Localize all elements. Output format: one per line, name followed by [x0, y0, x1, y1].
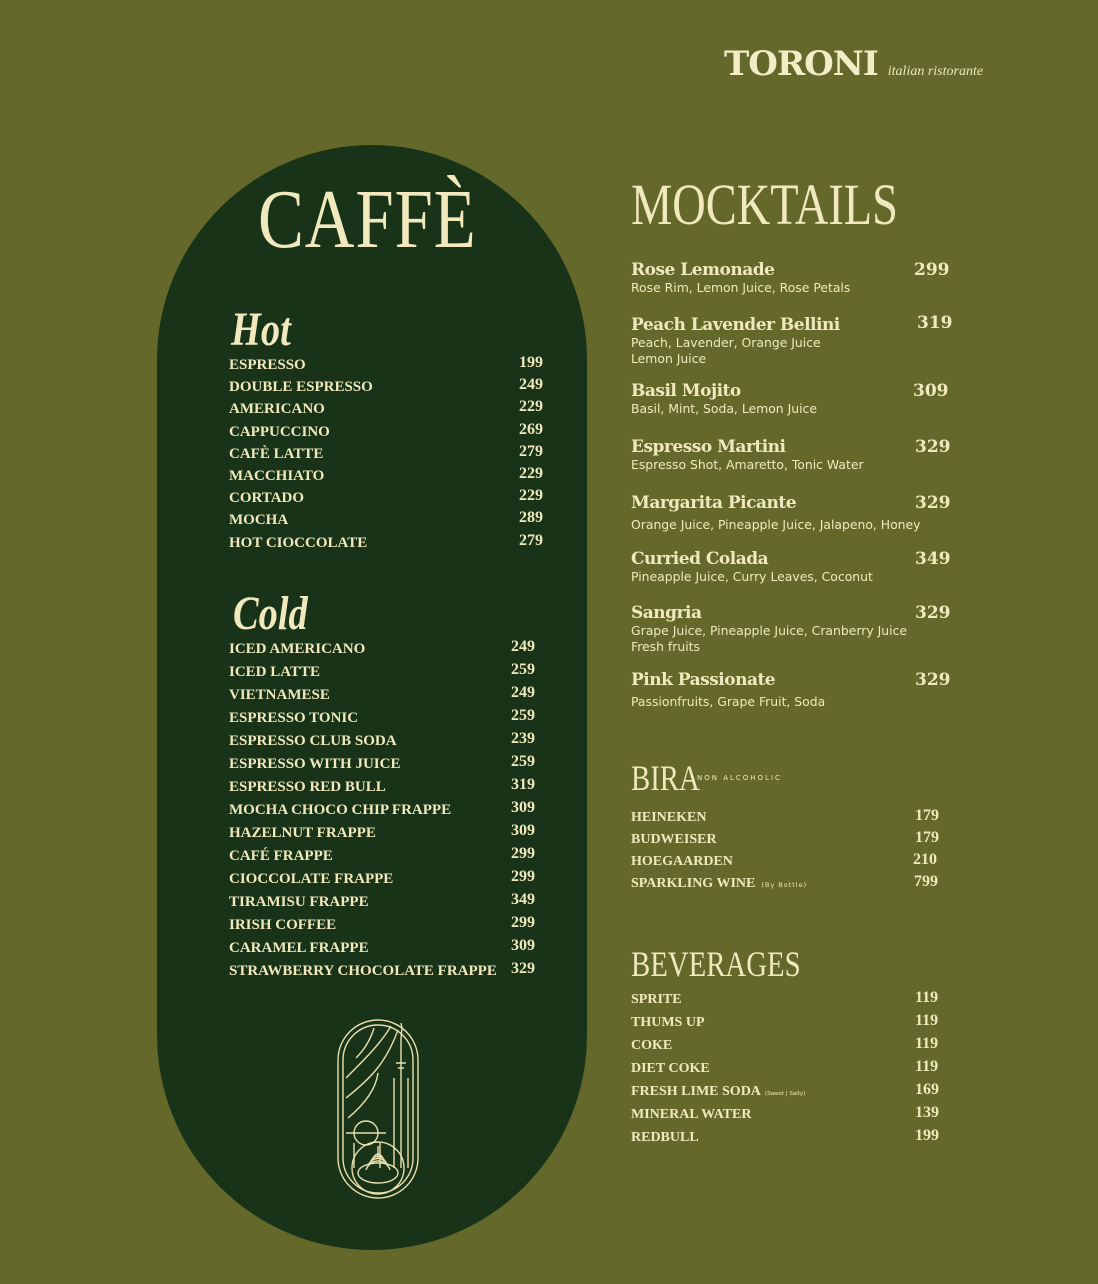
mocktails-title: MOCKTAILS [631, 172, 898, 237]
menu-item [229, 420, 559, 445]
mocktail-description: Pineapple Juice, Curry Leaves, Coconut [631, 569, 873, 584]
menu-item [631, 873, 951, 898]
mocktail-description: Basil, Mint, Soda, Lemon Juice [631, 401, 817, 416]
item-price: 309 [511, 822, 535, 839]
menu-item [631, 1127, 951, 1153]
item-name: MACCHIATO [229, 467, 325, 484]
menu-item [229, 511, 559, 533]
item-price: 179 [915, 807, 939, 824]
item-price: 319 [511, 776, 535, 793]
menu-item [229, 893, 559, 916]
item-name: VIETNAMESE [229, 687, 330, 703]
item-name: STRAWBERRY CHOCOLATE FRAPPE [229, 963, 497, 979]
item-price: 119 [915, 989, 939, 1006]
hot-section-title: Hot [231, 303, 291, 356]
menu-item [229, 640, 559, 663]
menu-item [229, 686, 559, 709]
mocktail-name: Curried Colada [631, 549, 769, 569]
brand [724, 44, 983, 84]
mocktail-name: Margarita Picante [631, 493, 797, 513]
item-price: 119 [915, 1012, 939, 1029]
item-name: ESPRESSO CLUB SODA [229, 733, 397, 749]
item-name: CARAMEL FRAPPE [229, 940, 369, 956]
item-name: ESPRESSO TONIC [229, 710, 359, 726]
item-name: ESPRESSO RED BULL [229, 779, 386, 795]
item-price: 249 [511, 684, 535, 701]
mocktail-item [631, 549, 961, 585]
menu-item [229, 939, 559, 962]
item-name: HAZELNUT FRAPPE [229, 825, 376, 841]
beverages-title: BEVERAGES [631, 944, 801, 984]
mocktail-price: 349 [915, 549, 951, 569]
menu-item [229, 489, 559, 511]
item-name: COKE [631, 1038, 673, 1053]
item-name: CORTADO [229, 490, 305, 507]
item-price: 259 [511, 661, 535, 678]
item-price: 299 [511, 845, 535, 862]
menu-item [631, 989, 951, 1015]
item-price: 169 [915, 1081, 939, 1098]
item-price: 299 [511, 914, 535, 931]
item-name: ESPRESSO [229, 357, 306, 373]
mocktail-description: Espresso Shot, Amaretto, Tonic Water [631, 457, 864, 472]
item-name: FRESH LIME SODA [631, 1084, 761, 1099]
item-name: THUMS UP [631, 1015, 705, 1030]
menu-item [229, 962, 559, 985]
item-price: 229 [519, 487, 543, 505]
mocktail-item [631, 670, 961, 710]
menu-item [229, 916, 559, 939]
menu-item [229, 755, 559, 778]
item-name: SPRITE [631, 992, 682, 1007]
item-price: 279 [519, 531, 543, 549]
item-price: 119 [915, 1035, 939, 1052]
item-price: 139 [915, 1104, 939, 1121]
mocktail-name: Sangria [631, 603, 702, 623]
item-price: 309 [511, 937, 535, 954]
bira-note: NON ALCOHOLIC [697, 774, 782, 782]
mocktail-item [631, 603, 961, 655]
menu-item [631, 829, 951, 854]
item-name: REDBULL [631, 1130, 699, 1145]
mocktail-price: 329 [915, 437, 951, 457]
item-price: 179 [915, 829, 939, 846]
item-name: CIOCCOLATE FRAPPE [229, 871, 394, 887]
mocktail-item [631, 493, 961, 533]
item-price: 119 [915, 1058, 939, 1075]
item-name: ICED AMERICANO [229, 641, 366, 657]
menu-item [631, 1035, 951, 1061]
menu-item [229, 847, 559, 870]
menu-item [229, 400, 559, 422]
cold-menu-list [229, 640, 559, 985]
mocktail-price: 329 [915, 493, 951, 513]
item-price: 279 [519, 442, 543, 460]
mocktail-name: Rose Lemonade [631, 260, 775, 280]
brand-name: TORONI [724, 44, 878, 84]
menu-item [229, 824, 559, 847]
item-name: HOEGAARDEN [631, 854, 733, 869]
item-name: BUDWEISER [631, 832, 717, 847]
menu-item [631, 1081, 951, 1107]
mocktail-name: Pink Passionate [631, 670, 776, 690]
mocktail-description: Passionfruits, Grape Fruit, Soda [631, 694, 826, 709]
item-name: HEINEKEN [631, 810, 707, 825]
mocktail-description: Peach, Lavender, Orange Juice Lemon Juice [631, 335, 821, 366]
menu-item [631, 1058, 951, 1084]
item-price: 229 [519, 464, 543, 482]
cold-section-title: Cold [233, 587, 308, 640]
menu-item [229, 356, 559, 378]
item-price: 269 [519, 420, 543, 438]
item-price: 210 [913, 851, 937, 868]
mocktail-price: 329 [915, 603, 951, 623]
item-price: 239 [511, 730, 535, 747]
item-price: 289 [519, 509, 543, 527]
item-price: 249 [519, 376, 543, 394]
item-name: IRISH COFFEE [229, 917, 337, 933]
item-price: 229 [519, 398, 543, 416]
menu-item [631, 851, 951, 876]
item-name: CAPPUCCINO [229, 423, 330, 440]
item-name: CAFÈ LATTE [229, 445, 324, 462]
brand-tagline: italian ristorante [887, 64, 984, 79]
menu-item [229, 464, 559, 489]
item-note: (Sweet | Salty) [764, 1091, 806, 1097]
item-price: 299 [511, 868, 535, 885]
item-name: MOCHA CHOCO CHIP FRAPPE [229, 802, 452, 818]
item-name: ESPRESSO WITH JUICE [229, 756, 401, 772]
item-note: (By Bottle) [761, 881, 808, 889]
menu-item [229, 778, 559, 801]
menu-item [229, 870, 559, 893]
beverages-menu-list [631, 989, 951, 1153]
item-price: 249 [511, 638, 535, 655]
item-price: 259 [511, 707, 535, 724]
menu-item [631, 1012, 951, 1038]
item-price: 309 [511, 799, 535, 816]
menu-item [229, 663, 559, 686]
mocktail-item [631, 260, 961, 296]
caffe-title: CAFFÈ [258, 173, 477, 266]
mocktail-price: 299 [914, 260, 950, 280]
hot-menu-list [229, 356, 559, 556]
item-price: 199 [915, 1127, 939, 1144]
menu-item [229, 801, 559, 824]
item-name: AMERICANO [229, 401, 325, 418]
item-price: 199 [519, 354, 543, 371]
menu-item [631, 1104, 951, 1130]
mocktail-name: Espresso Martini [631, 437, 786, 457]
bira-menu-list [631, 807, 951, 898]
mocktail-name: Basil Mojito [631, 381, 741, 401]
item-price: 799 [914, 873, 938, 890]
mocktail-item [631, 381, 961, 417]
mocktail-price: 309 [913, 381, 949, 401]
menu-item [229, 531, 559, 556]
item-price: 329 [511, 960, 535, 977]
mocktail-description: Grape Juice, Pineapple Juice, Cranberry Juice Fresh fruits [631, 623, 907, 654]
item-name: MINERAL WATER [631, 1107, 752, 1122]
menu-item [229, 442, 559, 467]
mocktail-name: Peach Lavender Bellini [631, 315, 840, 335]
restaurant-emblem-icon [336, 1018, 420, 1200]
menu-item [229, 732, 559, 755]
item-name: SPARKLING WINE [631, 876, 756, 891]
menu-item [229, 709, 559, 732]
item-name: DIET COKE [631, 1061, 710, 1076]
bira-title: BIRA [631, 758, 700, 798]
menu-item [631, 807, 951, 832]
mocktail-item [631, 315, 961, 367]
mocktail-description: Orange Juice, Pineapple Juice, Jalapeno, Honey [631, 517, 921, 532]
mocktail-price: 319 [917, 313, 953, 333]
mocktail-description: Rose Rim, Lemon Juice, Rose Petals [631, 280, 851, 295]
item-name: HOT CIOCCOLATE [229, 534, 368, 551]
item-name: ICED LATTE [229, 664, 320, 680]
item-name: CAFÉ FRAPPE [229, 848, 333, 864]
item-name: DOUBLE ESPRESSO [229, 379, 373, 396]
item-price: 259 [511, 753, 535, 770]
item-price: 349 [511, 891, 535, 908]
item-name: MOCHA [229, 512, 289, 529]
mocktail-item [631, 437, 961, 473]
mocktail-price: 329 [915, 670, 951, 690]
menu-item [229, 378, 559, 400]
item-name: TIRAMISU FRAPPE [229, 894, 369, 910]
